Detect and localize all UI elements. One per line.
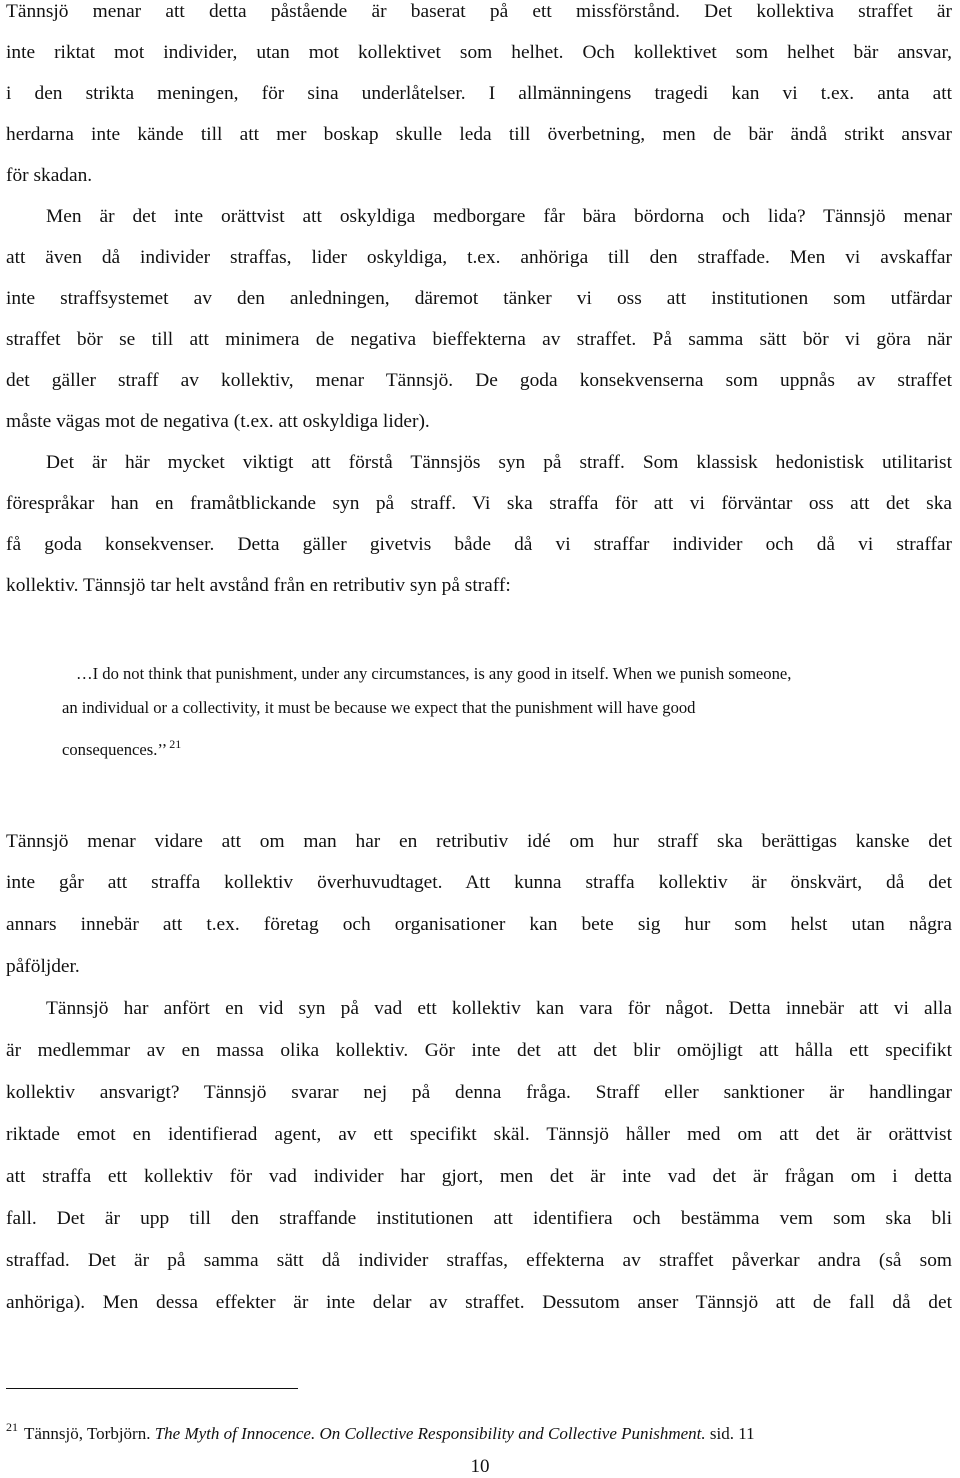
footnote-divider: [6, 1388, 298, 1389]
paragraph-line: förespråkar han en framåtblickande syn på straff. Vi ska straffa för att vi förväntar oss att det ska: [6, 493, 952, 514]
footnote-ref: 21: [169, 737, 182, 751]
paragraph-line: i den strikta meningen, för sina underlåtelser. I allmänningens tragedi kan vi t.ex. anta att: [6, 83, 952, 104]
footnote-number: 21: [6, 1420, 18, 1434]
paragraph-line: fall. Det är upp till den straffande institutionen att identifiera och bestämma vem som ska bli: [6, 1208, 952, 1229]
footnote-author: Tännsjö, Torbjörn.: [24, 1424, 151, 1443]
paragraph-line: få goda konsekvenser. Detta gäller givetvis både då vi straffar individer och då vi straffar: [6, 534, 952, 555]
footnote-title: The Myth of Innocence. On Collective Responsibility and Collective Punishment.: [154, 1424, 706, 1443]
footnote-page: sid. 11: [709, 1424, 755, 1443]
paragraph-line: Det är här mycket viktigt att förstå Tännsjös syn på straff. Som klassisk hedonistisk utilitarist: [46, 452, 952, 473]
block-quote-line: [62, 733, 952, 761]
block-quote-line: …I do not think that punishment, under any circumstances, is any good in itself. When we punish someone,: [76, 664, 792, 683]
paragraph-line: herdarna inte kände till att mer boskap skulle leda till överbetning, men de bär ändå strikt ansvar: [6, 124, 952, 145]
block-quote-line: an individual or a collectivity, it must be because we expect that the punishment will have good: [62, 698, 696, 717]
paragraph-line: måste vägas mot de negativa (t.ex. att oskyldiga lider).: [6, 411, 430, 432]
paragraph-line: Tännsjö menar att detta påstående är baserat på ett missförstånd. Det kollektiva straffet är: [6, 1, 952, 22]
paragraph-line: riktade emot en identifierad agent, av ett specifikt skäl. Tännsjö håller med om att det är orättvist: [6, 1124, 952, 1145]
paragraph-line: kollektiv ansvarigt? Tännsjö svarar nej på denna fråga. Straff eller sanktioner är handlingar: [6, 1082, 952, 1103]
paragraph-line: inte går att straffa kollektiv överhuvudtaget. Att kunna straffa kollektiv är önskvärt, då det: [6, 872, 952, 893]
paragraph-line: straffet bör se till att minimera de negativa bieffekterna av straffet. På samma sätt bör vi göra när: [6, 329, 952, 350]
quote-text: consequences.’’: [62, 740, 168, 759]
paragraph-line: att även då individer straffas, lider oskyldiga, t.ex. anhöriga till den straffade. Men vi avskaffar: [6, 247, 952, 268]
footnote: [6, 1416, 755, 1445]
paragraph-line: annars innebär att t.ex. företag och organisationer kan bete sig hur som helst utan några: [6, 914, 952, 935]
paragraph-line: att straffa ett kollektiv för vad individer har gjort, men det är inte vad det är frågan om i detta: [6, 1166, 952, 1187]
page-number: 10: [470, 1456, 490, 1477]
paragraph-line: inte riktat mot individer, utan mot kollektivet som helhet. Och kollektivet som helhet bär ansvar,: [6, 42, 952, 63]
paragraph-line: inte straffsystemet av den anledningen, däremot tänker vi oss att institutionen som utfärdar: [6, 288, 952, 309]
paragraph-line: det gäller straff av kollektiv, menar Tännsjö. De goda konsekvenserna som uppnås av straffet: [6, 370, 952, 391]
paragraph-line: anhöriga). Men dessa effekter är inte delar av straffet. Dessutom anser Tännsjö att de fall då det: [6, 1292, 952, 1313]
paragraph-line: straffad. Det är på samma sätt då individer straffas, effekterna av straffet påverkar andra (så som: [6, 1250, 952, 1271]
paragraph-line: är medlemmar av en massa olika kollektiv. Gör inte det att det blir omöjligt att hålla ett specifikt: [6, 1040, 952, 1061]
paragraph-line: för skadan.: [6, 165, 93, 186]
paragraph-line: påföljder.: [6, 956, 80, 977]
paragraph-line: Tännsjö har anfört en vid syn på vad ett kollektiv kan vara för något. Detta innebär att vi alla: [46, 998, 952, 1019]
paragraph-line: kollektiv. Tännsjö tar helt avstånd från en retributiv syn på straff:: [6, 575, 511, 596]
paragraph-line: Men är det inte orättvist att oskyldiga medborgare får bära bördorna och lida? Tännsjö menar: [46, 206, 952, 227]
paragraph-line: Tännsjö menar vidare att om man har en retributiv idé om hur straff ska berättigas kanske det: [6, 831, 952, 852]
